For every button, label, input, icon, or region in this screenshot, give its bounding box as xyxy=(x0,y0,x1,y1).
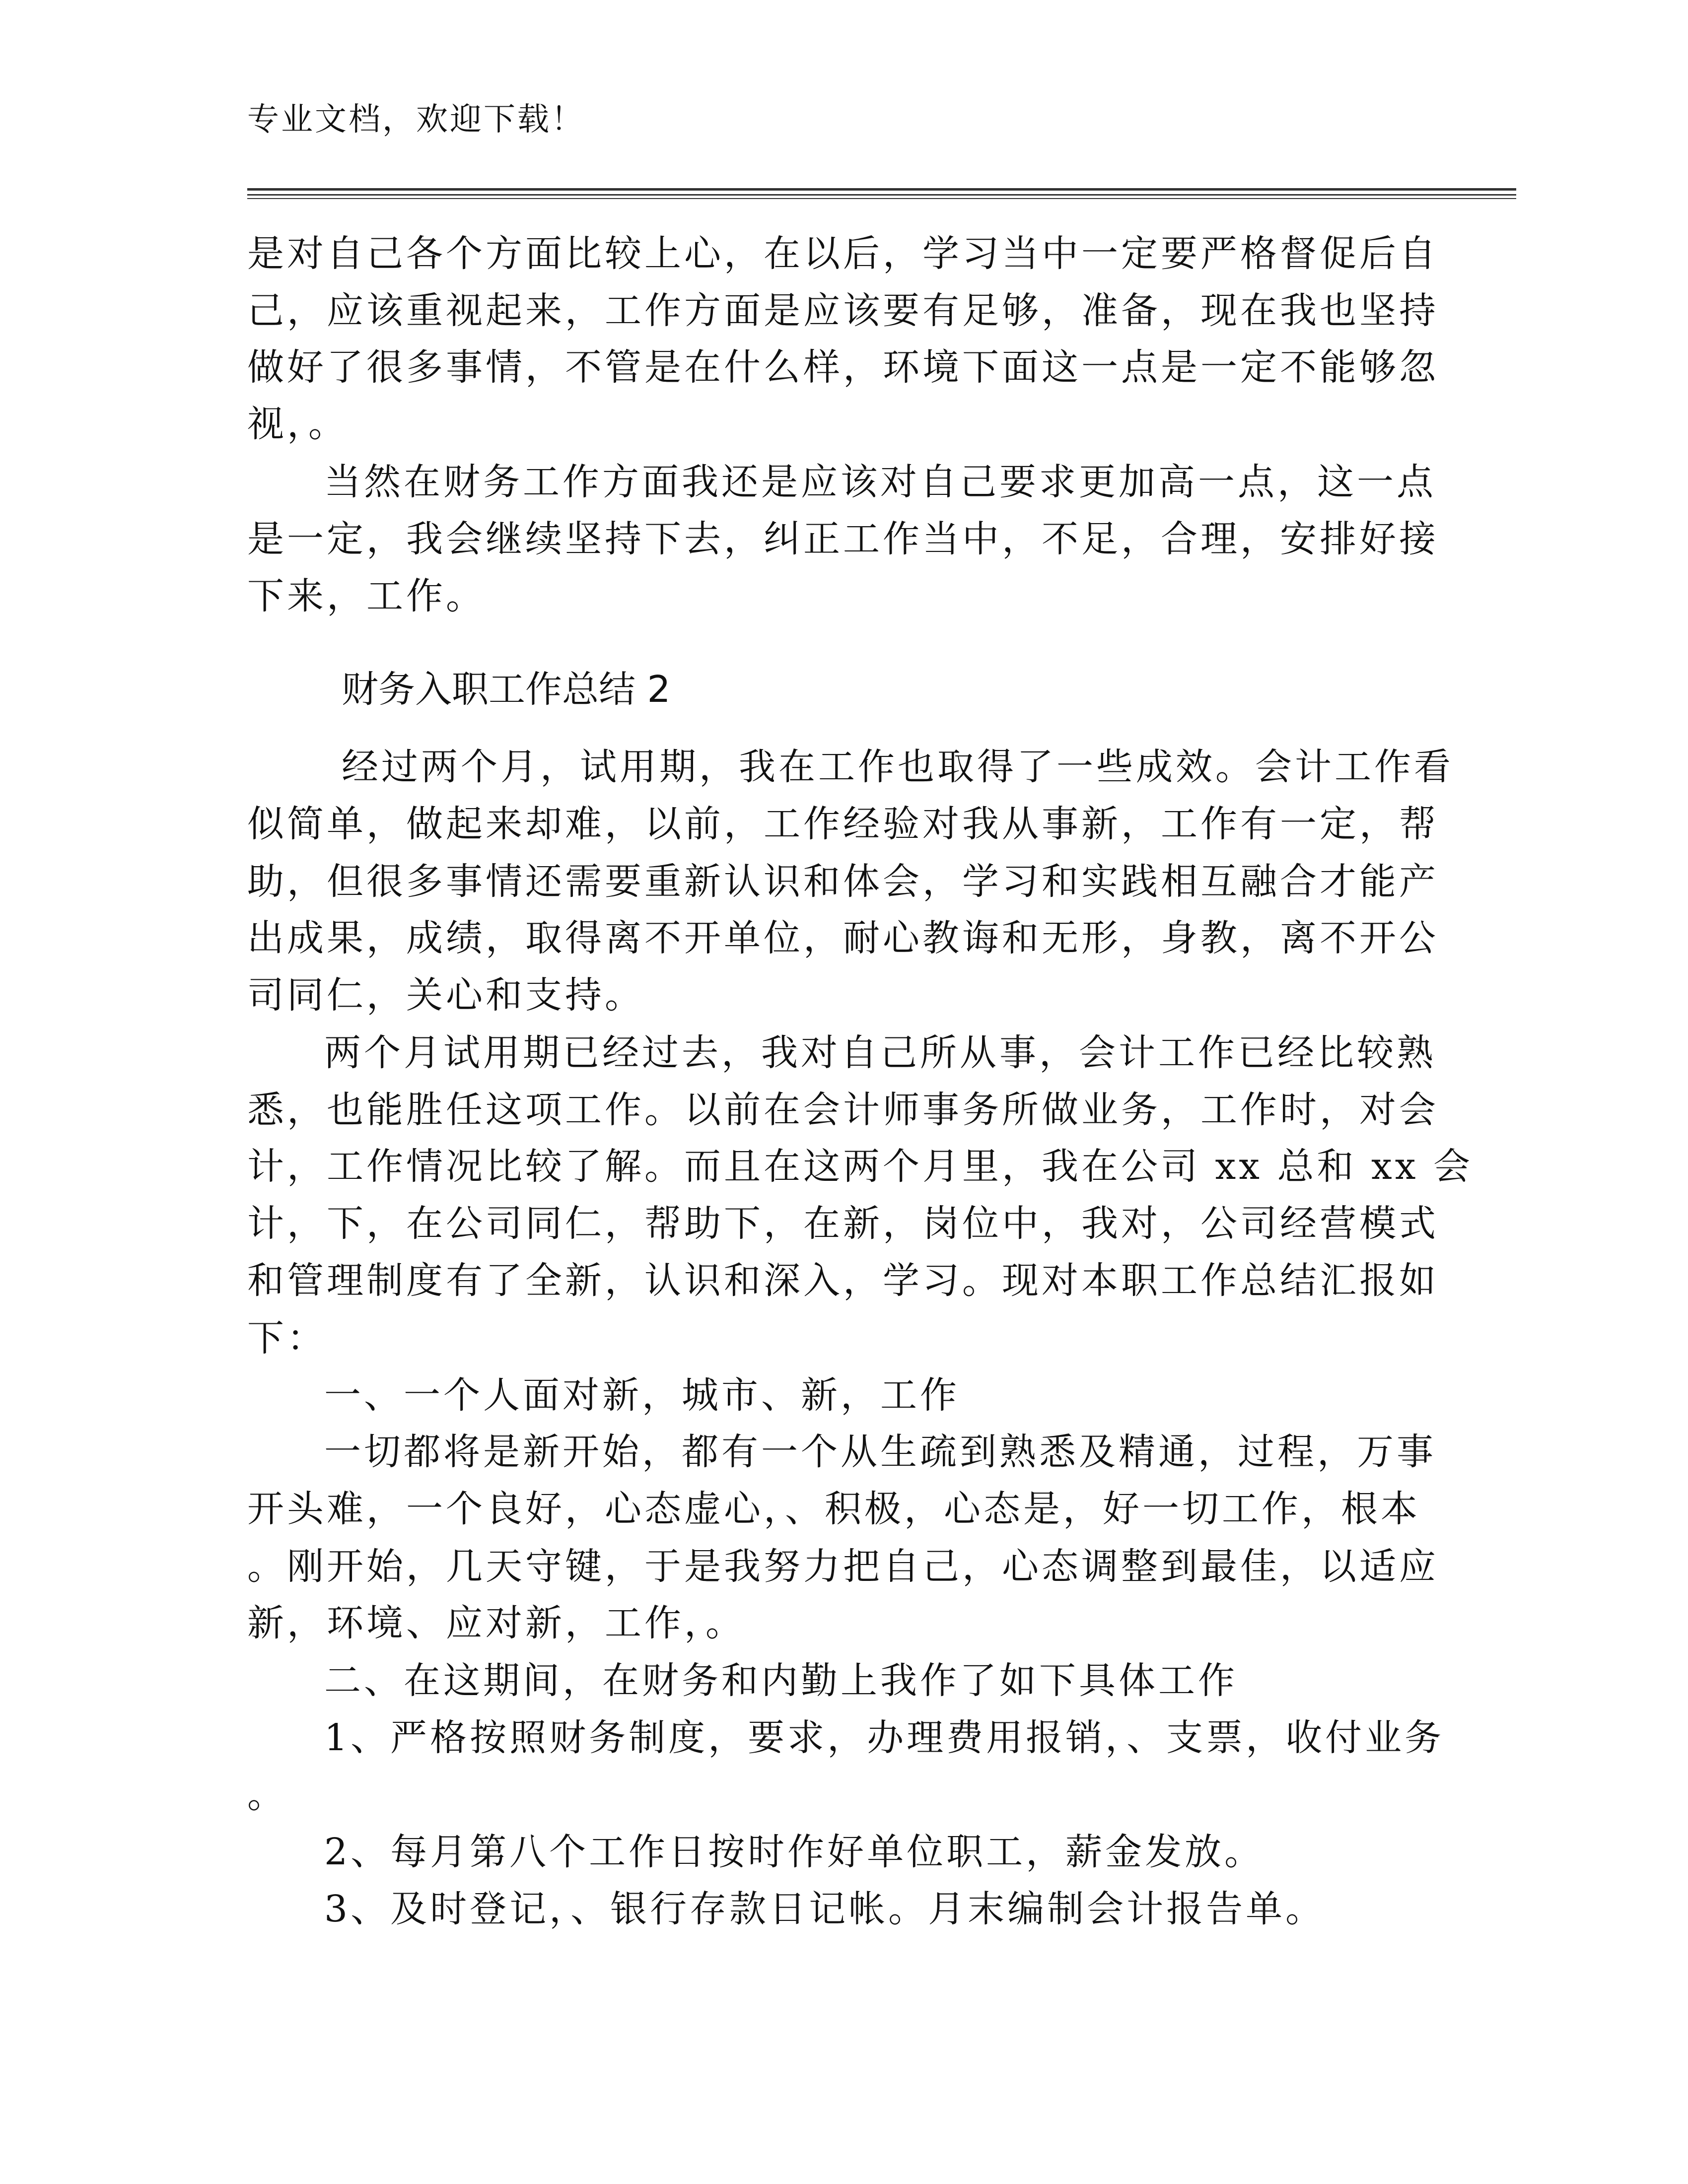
text-line: 下： xyxy=(247,1317,327,1360)
text-line: 一切都将是新开始，都有一个从生疏到熟悉及精通，过程，万事 xyxy=(324,1431,1436,1473)
text-line: 新，环境、应对新，工作，。 xyxy=(247,1602,745,1644)
text-line: 计，工作情况比较了解。而且在这两个月里，我在公司 xx 总和 xx 会 xyxy=(247,1145,1474,1188)
text-line: 二、在这期间，在财务和内勤上我作了如下具体工作 xyxy=(324,1659,1238,1702)
text-line: 是对自己各个方面比较上心，在以后，学习当中一定要严格督促后自 xyxy=(247,232,1439,275)
text-line: 下来，工作。 xyxy=(247,575,486,617)
text-line: 当然在财务工作方面我还是应该对自己要求更加高一点，这一点 xyxy=(324,461,1436,503)
text-line: 做好了很多事情，不管是在什么样，环境下面这一点是一定不能够忽 xyxy=(247,346,1439,389)
header-text: 专业文档，欢迎下载！ xyxy=(247,101,585,138)
text-line: 2、每月第八个工作日按时作好单位职工，薪金发放。 xyxy=(324,1831,1265,1873)
text-line: 是一定，我会继续坚持下去，纠正工作当中，不足，合理，安排好接 xyxy=(247,518,1439,560)
text-line: 经过两个月，试用期，我在工作也取得了一些成效。会计工作看 xyxy=(342,746,1454,788)
text-line: 出成果，成绩，取得离不开单位，耐心教诲和无形，身教，离不开公 xyxy=(247,917,1439,959)
text-line: 。刚开始，几天守键，于是我努力把自己，心态调整到最佳，以适应 xyxy=(247,1545,1439,1588)
header-rule-middle xyxy=(247,194,1516,196)
text-line: 开头难，一个良好，心态虚心，、积极，心态是，好一切工作，根本 xyxy=(247,1488,1420,1530)
text-line: 。 xyxy=(247,1774,287,1816)
text-line: 似简单，做起来却难，以前，工作经验对我从事新，工作有一定，帮 xyxy=(247,803,1439,845)
text-line: 己，应该重视起来，工作方面是应该要有足够，准备，现在我也坚持 xyxy=(247,289,1439,332)
text-line: 助，但很多事情还需要重新认识和体会，学习和实践相互融合才能产 xyxy=(247,860,1439,903)
text-line: 司同仁，关心和支持。 xyxy=(247,974,644,1017)
header-rule-thin xyxy=(247,198,1516,199)
text-line: 计，下，在公司同仁，帮助下，在新，岗位中，我对，公司经营模式 xyxy=(247,1202,1439,1245)
text-line: 悉，也能胜任这项工作。以前在会计师事务所做业务，工作时，对会 xyxy=(247,1089,1439,1131)
text-line: 两个月试用期已经过去，我对自己所从事，会计工作已经比较熟 xyxy=(324,1031,1436,1074)
text-line: 3、及时登记，、银行存款日记帐。月末编制会计报告单。 xyxy=(324,1888,1326,1930)
text-line: 和管理制度有了全新，认识和深入，学习。现对本职工作总结汇报如 xyxy=(247,1259,1439,1302)
text-line: 一、一个人面对新，城市、新，工作 xyxy=(324,1374,960,1417)
text-line: 视，。 xyxy=(247,403,348,445)
header-rule-thick xyxy=(247,188,1516,191)
section-heading: 财务入职工作总结 2 xyxy=(342,668,671,711)
text-line: 1、严格按照财务制度，要求，办理费用报销，、支票，收付业务 xyxy=(324,1716,1445,1759)
